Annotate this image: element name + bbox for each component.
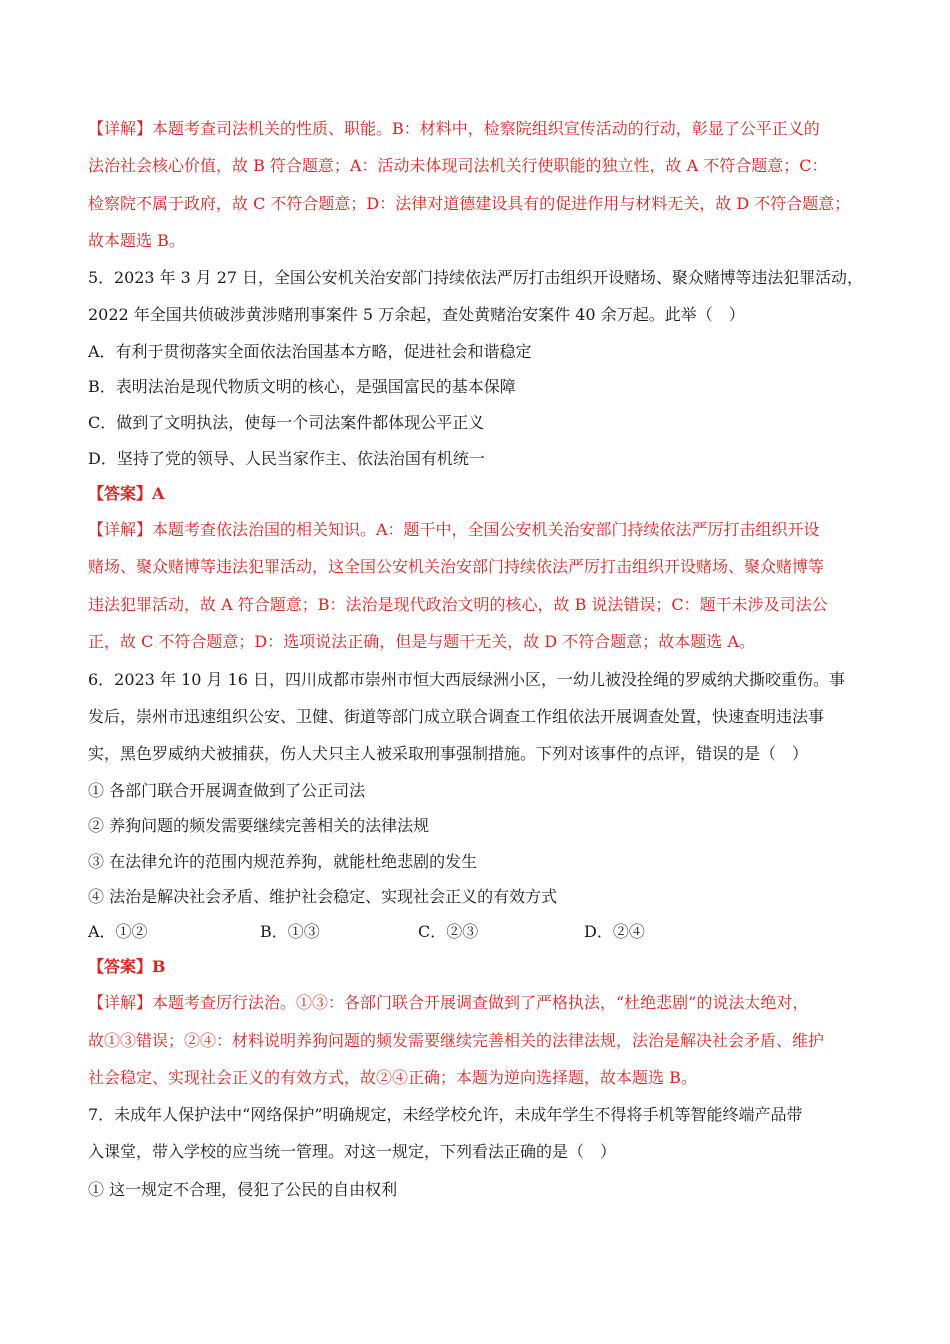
- q6-choice-b: B．①③: [260, 922, 320, 941]
- q6-detail-line: 【详解】本题考查厉行法治。①③：各部门联合开展调查做到了严格执法，“杜绝悲剧”的说法太绝对，: [88, 993, 809, 1012]
- q6-answer: 【答案】B: [88, 957, 166, 976]
- q5-option: A．有利于贯彻落实全面依法治国基本方略，促进社会和谐稳定: [88, 342, 532, 361]
- q5-detail-line: 赌场、聚众赌博等违法犯罪活动，这全国公安机关治安部门持续依法严厉打击组织开设赌场、聚众赌博等: [88, 557, 825, 576]
- q5-option: D．坚持了党的领导、人民当家作主、依法治国有机统一: [88, 449, 485, 468]
- q5-detail-line: 【详解】本题考查依法治国的相关知识。A：题干中，全国公安机关治安部门持续依法严厉打击组织开设: [88, 520, 820, 539]
- q7-statement: ① 这一规定不合理，侵犯了公民的自由权利: [88, 1180, 398, 1199]
- q5-detail-line: 正，故 C 不符合题意；D：选项说法正确，但是与题干无关，故 D 不符合题意；故本题选 A。: [88, 632, 755, 651]
- q6-choice-c: C．②③: [418, 922, 479, 941]
- q7-stem-line: 入课堂，带入学校的应当统一管理。对这一规定，下列看法正确的是（ ）: [88, 1142, 617, 1161]
- q5-answer: 【答案】A: [88, 484, 165, 503]
- q4-detail-line: 法治社会核心价值，故 B 符合题意；A：活动未体现司法机关行使职能的独立性，故 A 不符合题意；C：: [88, 156, 828, 175]
- q6-detail-line: 故①③错误；②④：材料说明养狗问题的频发需要继续完善相关的法律法规，法治是解决社会矛盾、维护: [88, 1031, 825, 1050]
- q5-stem-line: 5．2023 年 3 月 27 日，全国公安机关治安部门持续依法严厉打击组织开设赌场、聚众赌博等违法犯罪活动，: [88, 268, 863, 287]
- q6-stem-line: 6．2023 年 10 月 16 日，四川成都市崇州市恒大西辰绿洲小区，一幼儿被没拴绳的罗威纳犬撕咬重伤。事: [88, 670, 846, 689]
- q7-stem-line: 7．未成年人保护法中“网络保护”明确规定，未经学校允许，未成年学生不得将手机等智能终端产品带: [88, 1105, 803, 1124]
- q4-detail-line: 故本题选 B。: [88, 231, 185, 250]
- q6-choice-d: D．②④: [584, 922, 645, 941]
- q6-statement: ③ 在法律允许的范围内规范养狗，就能杜绝悲剧的发生: [88, 852, 478, 871]
- q4-detail-line: 检察院不属于政府，故 C 不符合题意；D：法律对道德建设具有的促进作用与材料无关，故 D 不符合题意；: [88, 194, 851, 213]
- q6-stem-line: 实，黑色罗威纳犬被捕获，伤人犬只主人被采取刑事强制措施。下列对该事件的点评，错误的是（ ）: [88, 744, 809, 763]
- q5-stem-line: 2022 年全国共侦破涉黄涉赌刑事案件 5 万余起，查处黄赌治安案件 40 余万起。此举（ ）: [88, 305, 745, 324]
- q6-statement: ① 各部门联合开展调查做到了公正司法: [88, 781, 366, 800]
- q4-detail-line: 【详解】本题考查司法机关的性质、职能。B：材料中，检察院组织宣传活动的行动，彰显了公平正义的: [88, 119, 820, 138]
- q5-option: C．做到了文明执法，使每一个司法案件都体现公平正义: [88, 413, 485, 432]
- q6-choice-a: A．①②: [88, 922, 148, 941]
- q6-statement: ④ 法治是解决社会矛盾、维护社会稳定、实现社会正义的有效方式: [88, 887, 558, 906]
- q6-statement: ② 养狗问题的频发需要继续完善相关的法律法规: [88, 816, 430, 835]
- q6-stem-line: 发后，崇州市迅速组织公安、卫健、街道等部门成立联合调查工作组依法开展调查处置，快速查明违法事: [88, 707, 825, 726]
- q5-detail-line: 违法犯罪活动，故 A 符合题意；B：法治是现代政治文明的核心，故 B 说法错误；C：题干未涉及司法公: [88, 595, 828, 614]
- q5-option: B．表明法治是现代物质文明的核心，是强国富民的基本保障: [88, 377, 516, 396]
- q6-detail-line: 社会稳定、实现社会正义的有效方式，故②④正确；本题为逆向选择题，故本题选 B。: [88, 1068, 697, 1087]
